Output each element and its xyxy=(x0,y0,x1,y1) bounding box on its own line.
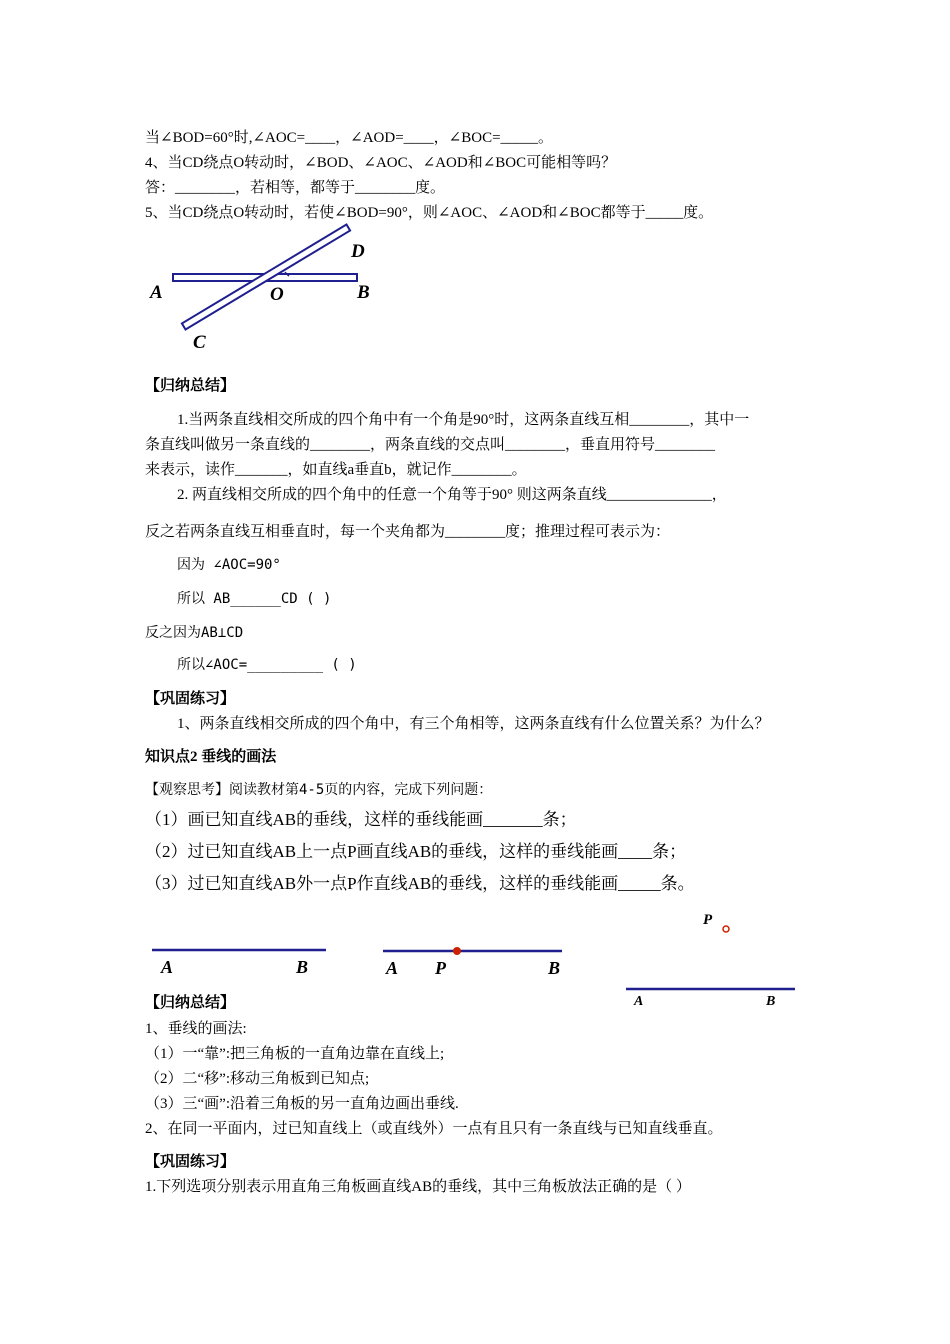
reason-3: 反之因为AB⊥CD xyxy=(145,625,244,641)
reason-2: 所以 AB______CD ( ) xyxy=(177,591,332,607)
label-a-fig2: A xyxy=(161,957,174,977)
observe-question-3: （3）过已知直线AB外一点P作直线AB的垂线，这样的垂线能画_____条。 xyxy=(145,874,695,893)
question-5: 5、当CD绕点O转动时，若使∠BOD=90°，则∠AOC、∠AOD和∠BOC都等于_____度。 xyxy=(145,205,714,221)
practice-2-question: 1.下列选项分别表示用直角三角板画直线AB的垂线，其中三角板放法正确的是（ ） xyxy=(145,1179,691,1195)
label-a-fig4: A xyxy=(634,994,644,1009)
method-conclusion: 2、在同一平面内，过已知直线上（或直线外）一点有且只有一条直线与已知直线垂直。 xyxy=(145,1121,723,1137)
label-c-fig1: C xyxy=(193,332,206,353)
label-b-fig1: B xyxy=(357,282,370,303)
method-step-3: （3）三“画”:沿着三角板的另一直角边画出垂线. xyxy=(145,1096,459,1112)
practice-1-question: 1、两条直线相交所成的四个角中，有三个角相等，这两条直线有什么位置关系？为什么？ xyxy=(177,716,770,732)
label-b-fig4: B xyxy=(766,994,776,1009)
label-d-fig1: D xyxy=(351,241,365,262)
summary-1-title: 【归纳总结】 xyxy=(145,378,236,394)
point-p-fig3 xyxy=(453,947,461,955)
summary-1-line-3: 来表示，读作_______，如直线a垂直b，就记作________。 xyxy=(145,462,527,478)
practice-2-title: 【巩固练习】 xyxy=(145,1154,236,1170)
question-4: 4、当CD绕点O转动时，∠BOD、∠AOC、∠AOD和∠BOC可能相等吗？ xyxy=(145,155,617,171)
reason-4: 所以∠AOC=_________ ( ) xyxy=(177,657,357,673)
knowledge-point-2: 知识点2 垂线的画法 xyxy=(145,749,277,765)
observe-prompt: 【观察思考】阅读教材第4-5页的内容，完成下列问题： xyxy=(145,782,493,798)
method-step-2: （2）二“移”:移动三角板到已知点; xyxy=(145,1071,370,1087)
label-p-fig3: P xyxy=(435,958,446,978)
practice-1-title: 【巩固练习】 xyxy=(145,691,236,707)
label-a-fig1: A xyxy=(150,282,163,303)
method-title: 1、垂线的画法: xyxy=(145,1021,247,1037)
label-p-fig4: P xyxy=(703,912,713,928)
summary-2-line-2: 反之若两条直线互相垂直时，每一个夹角都为________度；推理过程可表示为： xyxy=(145,524,671,540)
summary-1-line-1: 1.当两条直线相交所成的四个角中有一个角是90°时，这两条直线互相________，其中一 xyxy=(177,412,750,428)
label-o-fig1: O xyxy=(270,284,284,305)
summary-1-line-2: 条直线叫做另一条直线的________，两条直线的交点叫________，垂直用符号________ xyxy=(145,437,716,453)
observe-question-2: （2）过已知直线AB上一点P画直线AB的垂线，这样的垂线能画____条； xyxy=(145,842,687,861)
method-step-1: （1）一“靠”:把三角板的一直角边靠在直线上; xyxy=(145,1046,445,1062)
summary-2-title: 【归纳总结】 xyxy=(145,995,236,1011)
point-p-fig4 xyxy=(723,926,729,932)
summary-2-line-1: 2. 两直线相交所成的四个角中的任意一个角等于90° 则这两条直线______________， xyxy=(177,487,727,503)
label-a-fig3: A xyxy=(386,958,399,978)
reason-1: 因为 ∠AOC=90° xyxy=(177,557,281,573)
label-b-fig2: B xyxy=(296,957,309,977)
observe-question-1: （1）画已知直线AB的垂线，这样的垂线能画_______条； xyxy=(145,810,577,829)
question-angle-bod-60: 当∠BOD=60°时,∠AOC=____，∠AOD=____，∠BOC=_____。 xyxy=(145,130,554,146)
question-4-answer: 答：________，若相等，都等于________度。 xyxy=(145,180,446,196)
label-b-fig3: B xyxy=(548,958,561,978)
